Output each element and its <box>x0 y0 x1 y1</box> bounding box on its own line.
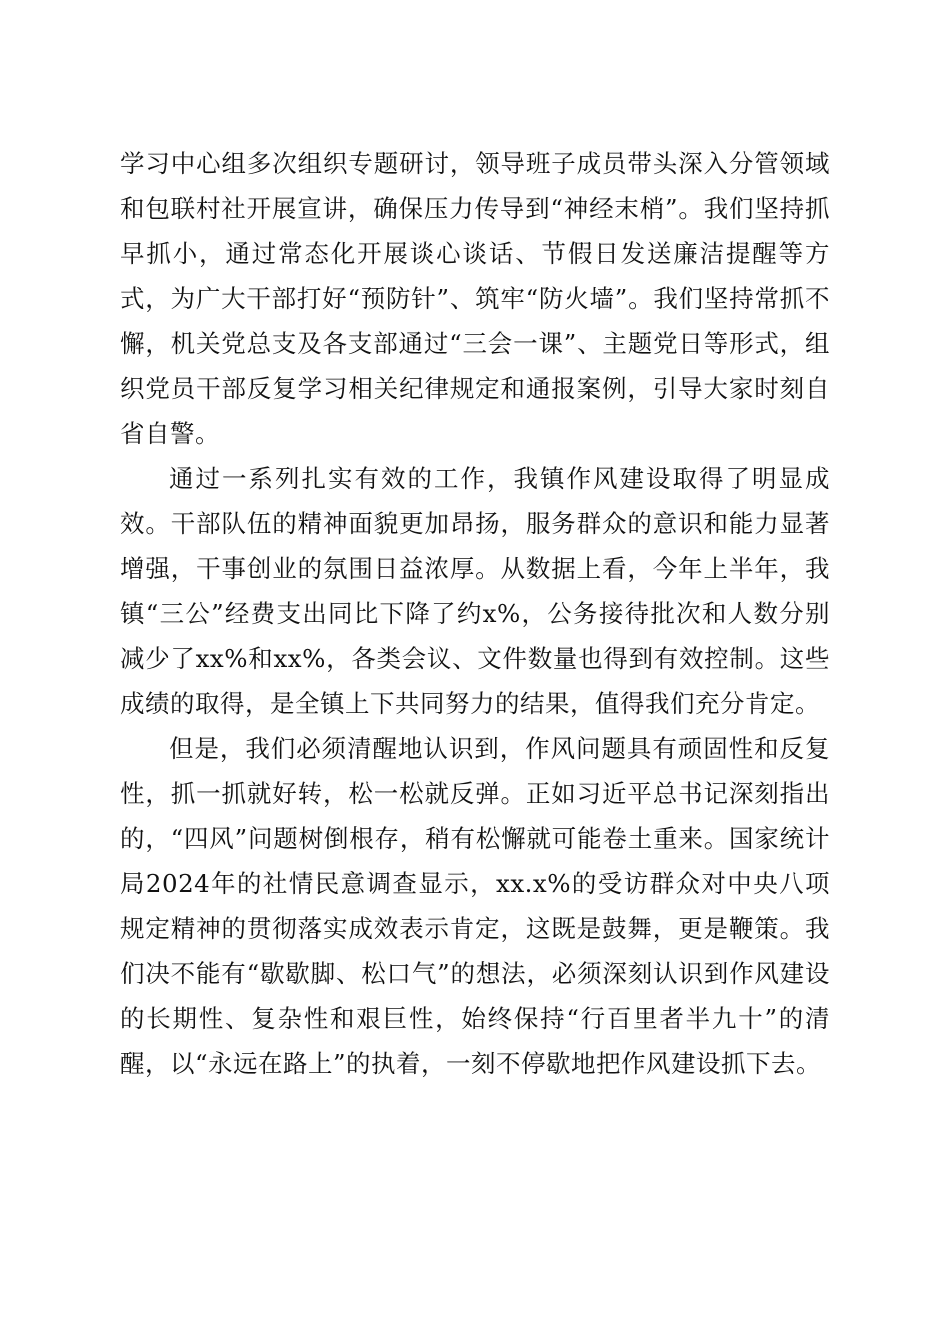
document-body <box>120 141 830 1086</box>
paragraph-results: 通过一系列扎实有效的工作，我镇作风建设取得了明显成效。干部队伍的精神面貌更加昂扬，服务群众的意识和能力显著增强，干事创业的氛围日益浓厚。从数据上看，今年上半年，我镇“三公”经费支出同比下降了约x%，公务接待批次和人数分别减少了xx%和xx%，各类会议、文件数量也得到有效控制。这些成绩的取得，是全镇上下共同努力的结果，值得我们充分肯定。 <box>120 464 830 718</box>
paragraph-continued: 学习中心组多次组织专题研讨，领导班子成员带头深入分管领域和包联村社开展宣讲，确保压力传导到“神经末梢”。我们坚持抓早抓小，通过常态化开展谈心谈话、节假日发送廉洁提醒等方式，为广大干部打好“预防针”、筑牢“防火墙”。我们坚持常抓不懈，机关党总支及各支部通过“三会一课”、主题党日等形式，组织党员干部反复学习相关纪律规定和通报案例，引导大家时刻自省自警。 <box>120 149 830 448</box>
paragraph-warning: 但是，我们必须清醒地认识到，作风问题具有顽固性和反复性，抓一抓就好转，松一松就反弹。正如习近平总书记深刻指出的，“四风”问题树倒根存，稍有松懈就可能卷土重来。国家统计局2024年的社情民意调查显示，xx.x%的受访群众对中央八项规定精神的贯彻落实成效表示肯定，这既是鼓舞，更是鞭策。我们决不能有“歇歇脚、松口气”的想法，必须深刻认识到作风建设的长期性、复杂性和艰巨性，始终保持“行百里者半九十”的清醒，以“永远在路上”的执着，一刻不停歇地把作风建设抓下去。 <box>120 734 830 1078</box>
